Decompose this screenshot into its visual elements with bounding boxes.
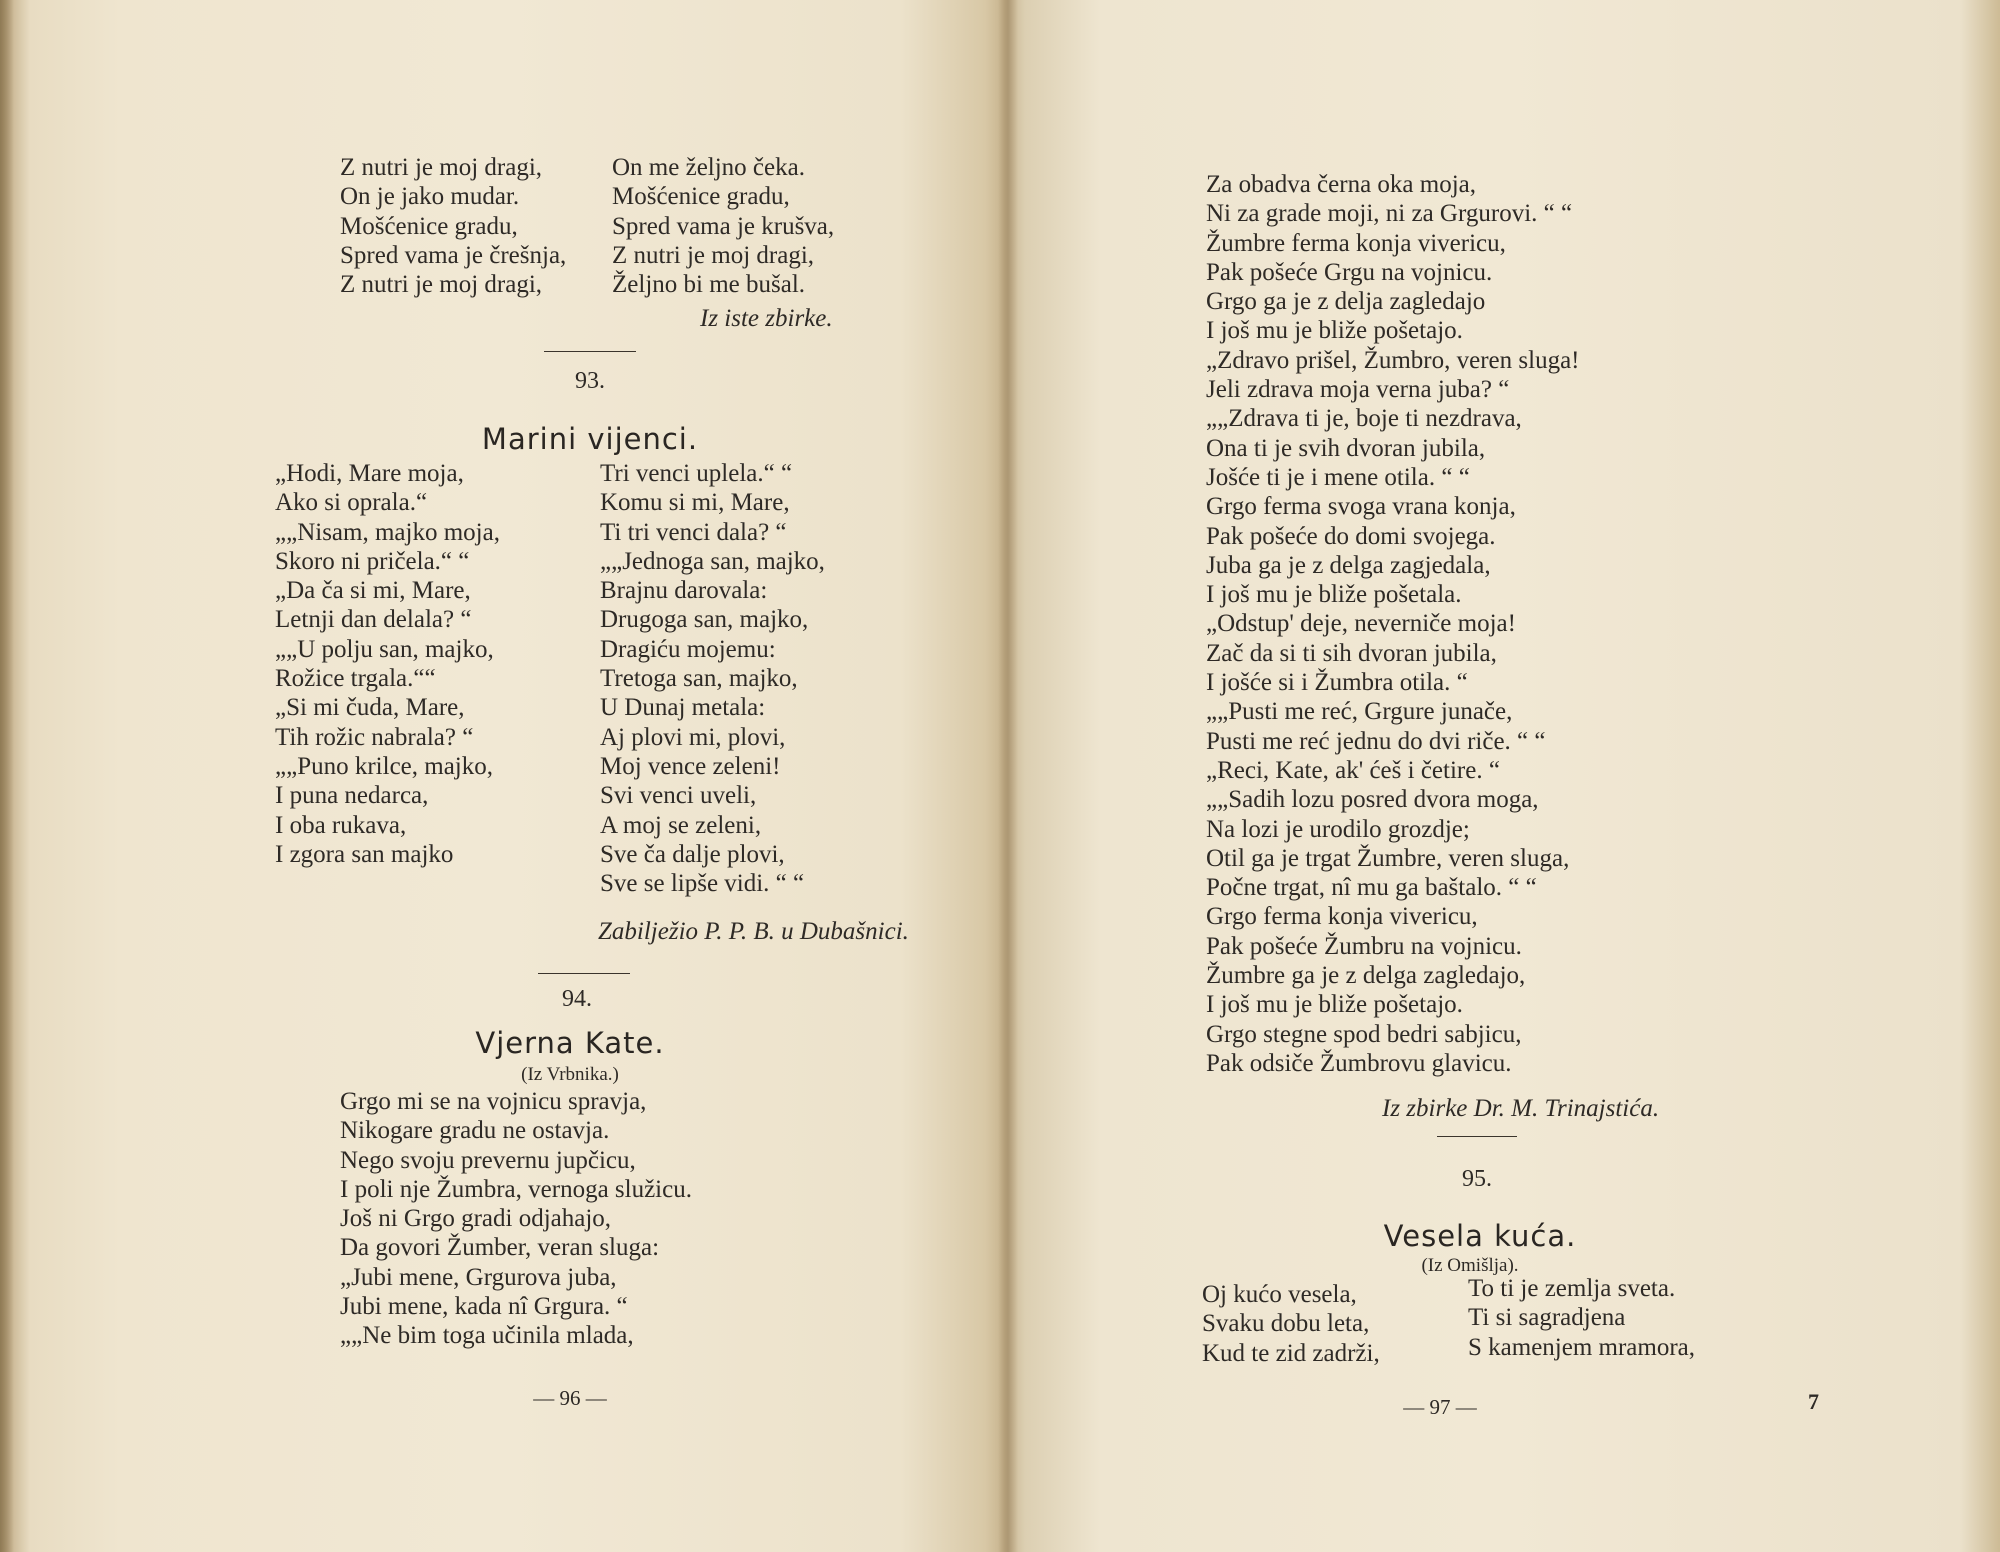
verse-line: On je jako mudar. bbox=[340, 183, 520, 211]
section-rule bbox=[544, 351, 636, 352]
verse-line: Još ni Grgo gradi odjahajo, bbox=[340, 1205, 612, 1233]
verse-line: S kamenjem mramora, bbox=[1468, 1333, 1696, 1361]
verse-line: I poli nje Žumbra, vernoga služicu. bbox=[340, 1175, 692, 1203]
poem93-col1 bbox=[275, 459, 500, 869]
top-poem-col2 bbox=[612, 153, 834, 299]
verse-line: Letnji dan delala? “ bbox=[275, 606, 472, 634]
section-rule bbox=[538, 973, 630, 974]
verse-line: Grgo ferma konja vivericu, bbox=[1206, 903, 1478, 931]
credit-line: Iz zbirke Dr. M. Trinajstića. bbox=[1382, 1095, 1660, 1122]
verse-line: Žumbre ferma konja vivericu, bbox=[1206, 229, 1506, 257]
verse-line: „Da ča si mi, Mare, bbox=[275, 577, 471, 605]
verse-line: Tih rožic nabrala? “ bbox=[275, 723, 474, 751]
verse-line: I još mu je bliže pošetajo. bbox=[1206, 317, 1463, 345]
signature-mark: 7 bbox=[1808, 1389, 1819, 1414]
verse-line: Pak pošeće Grgu na vojnicu. bbox=[1206, 258, 1493, 286]
verse-line: „Hodi, Mare moja, bbox=[275, 460, 464, 487]
verse-line: Moj vence zeleni! bbox=[600, 752, 781, 780]
verse-line: „„U polju san, majko, bbox=[275, 635, 494, 663]
verse-line: Oj kućo vesela, bbox=[1202, 1281, 1357, 1308]
verse-line: Nikogare gradu ne ostavja. bbox=[340, 1117, 610, 1145]
verse-line: Grgo ga je z delja zagledajo bbox=[1206, 288, 1486, 316]
poem-number: 93. bbox=[575, 368, 605, 394]
verse-line: I jošće si i Žumbra otila. “ bbox=[1206, 669, 1468, 697]
verse-line: Ako si oprala.“ bbox=[275, 489, 428, 517]
verse-line: Tri venci uplela.“ “ bbox=[600, 460, 793, 487]
credit-line: Iz iste zbirke. bbox=[700, 305, 833, 332]
verse-line: „„Puno krilce, majko, bbox=[275, 752, 493, 780]
verse-line: Drugoga san, majko, bbox=[600, 606, 809, 634]
verse-line: Za obadva černa oka moja, bbox=[1206, 171, 1477, 198]
poem-subtitle: (Iz Vrbnika.) bbox=[521, 1064, 619, 1085]
verse-line: „„Pusti me reć, Grgure junače, bbox=[1206, 698, 1513, 726]
verse-line: To ti je zemlja sveta. bbox=[1468, 1275, 1676, 1302]
verse-line: Svi venci uveli, bbox=[600, 782, 757, 810]
verse-line: Sve se lipše vidi. “ “ bbox=[600, 870, 805, 898]
verse-line: Grgo ferma svoga vrana konja, bbox=[1206, 493, 1516, 521]
verse-line: I još mu je bliže pošetajo. bbox=[1206, 991, 1463, 1019]
verse-line: On me željno čeka. bbox=[612, 154, 805, 181]
verse-line: Z nutri je moj dragi, bbox=[340, 271, 543, 299]
verse-line: „Odstup' deje, neverniče moja! bbox=[1206, 610, 1516, 638]
verse-line: Pak odsiče Žumbrovu glavicu. bbox=[1206, 1049, 1512, 1077]
verse-line: Jošće ti je i mene otila. “ “ bbox=[1206, 463, 1470, 491]
verse-line: Pusti me reć jednu do dvi riče. “ “ bbox=[1206, 727, 1546, 755]
verse-line: I zgora san majko bbox=[275, 840, 454, 868]
verse-line: U Dunaj metala: bbox=[600, 694, 766, 722]
verse-line: Rožice trgala.““ bbox=[275, 665, 436, 693]
verse-line: Pak pošeće Žumbru na vojnicu. bbox=[1206, 932, 1522, 960]
poem-title: Vjerna Kate. bbox=[475, 1026, 665, 1060]
verse-line: „„Jednoga san, majko, bbox=[600, 547, 825, 575]
verse-line: „Si mi čuda, Mare, bbox=[275, 694, 465, 722]
verse-line: Mošćenice gradu, bbox=[612, 183, 790, 211]
verse-line: Z nutri je moj dragi, bbox=[340, 154, 543, 181]
top-poem-col1 bbox=[340, 153, 566, 299]
credit-line: Zabilježio P. P. B. u Dubašnici. bbox=[598, 918, 909, 945]
poem95-col2 bbox=[1468, 1274, 1695, 1362]
verse-line: Kud te zid zadrži, bbox=[1202, 1339, 1380, 1367]
verse-line: Ni za grade moji, ni za Grgurovi. “ “ bbox=[1206, 200, 1573, 228]
poem95-col1 bbox=[1202, 1280, 1380, 1368]
verse-line: Grgo mi se na vojnicu spravja, bbox=[340, 1088, 647, 1115]
section-rule bbox=[1437, 1136, 1517, 1137]
verse-line: I puna nedarca, bbox=[275, 782, 429, 810]
verse-line: Nego svoju prevernu jupčicu, bbox=[340, 1146, 636, 1174]
page-number: — 97 — bbox=[1403, 1395, 1477, 1419]
verse-line: Grgo stegne spod bedri sabjicu, bbox=[1206, 1020, 1522, 1048]
verse-line: Ti tri venci dala? “ bbox=[600, 518, 787, 546]
verse-line: Jubi mene, kada nî Grgura. “ bbox=[340, 1293, 628, 1321]
page-number: — 96 — bbox=[533, 1386, 607, 1410]
verse-line: Juba ga je z delga zagjedala, bbox=[1206, 551, 1491, 579]
verse-line: A moj se zeleni, bbox=[600, 811, 762, 839]
verse-line: Spred vama je krušva, bbox=[612, 212, 835, 240]
verse-line: Mošćenice gradu, bbox=[340, 212, 518, 240]
verse-line: Ti si sagradjena bbox=[1468, 1304, 1626, 1332]
poem-number: 95. bbox=[1462, 1166, 1492, 1192]
verse-line: „„Ne bim toga učinila mlada, bbox=[340, 1322, 634, 1350]
poem94-lines bbox=[340, 1087, 692, 1351]
verse-line: Spred vama je črešnja, bbox=[340, 241, 567, 269]
verse-line: Otil ga je trgat Žumbre, veren sluga, bbox=[1206, 844, 1570, 872]
verse-line: Pak pošeće do domi svojega. bbox=[1206, 522, 1496, 550]
verse-line: „„Sadih lozu posred dvora moga, bbox=[1206, 786, 1539, 814]
verse-line: Skoro ni pričela.“ “ bbox=[275, 547, 470, 575]
verse-line: Z nutri je moj dragi, bbox=[612, 241, 815, 269]
verse-line: Počne trgat, nî mu ga baštalo. “ “ bbox=[1206, 874, 1537, 902]
verse-line: Zač da si ti sih dvoran jubila, bbox=[1206, 639, 1497, 667]
verse-line: Tretoga san, majko, bbox=[600, 665, 798, 693]
poem-subtitle: (Iz Omišlja). bbox=[1421, 1255, 1519, 1276]
verse-line: Svaku dobu leta, bbox=[1202, 1310, 1370, 1338]
poem-title: Marini vijenci. bbox=[481, 422, 699, 456]
poem94-continuation bbox=[1206, 170, 1580, 1078]
verse-line: Dragiću mojemu: bbox=[600, 635, 776, 663]
verse-line: Na lozi je urodilo grozdje; bbox=[1206, 815, 1470, 843]
verse-line: Sve ča dalje plovi, bbox=[600, 840, 785, 868]
verse-line: „„Nisam, majko moja, bbox=[275, 518, 500, 546]
verse-line: Jeli zdrava moja verna juba? “ bbox=[1206, 376, 1510, 404]
verse-line: Aj plovi mi, plovi, bbox=[600, 723, 786, 751]
verse-line: „Zdravo prišel, Žumbro, veren sluga! bbox=[1206, 346, 1580, 374]
verse-line: I još mu je bliže pošetala. bbox=[1206, 581, 1462, 609]
verse-line: „Reci, Kate, ak' ćeš i četire. “ bbox=[1206, 756, 1500, 784]
poem-title: Vesela kuća. bbox=[1383, 1219, 1577, 1253]
verse-line: Komu si mi, Mare, bbox=[600, 489, 790, 517]
verse-line: Željno bi me bušal. bbox=[612, 271, 806, 299]
verse-line: „Jubi mene, Grgurova juba, bbox=[340, 1263, 617, 1291]
verse-line: Žumbre ga je z delga zagledajo, bbox=[1206, 962, 1526, 990]
poem-number: 94. bbox=[562, 986, 592, 1012]
poem93-col2 bbox=[600, 459, 825, 898]
right-page bbox=[1010, 0, 2000, 1552]
verse-line: Brajnu darovala: bbox=[600, 577, 768, 605]
verse-line: „„Zdrava ti je, boje ti nezdrava, bbox=[1206, 405, 1522, 433]
verse-line: Ona ti je svih dvoran jubila, bbox=[1206, 434, 1486, 462]
verse-line: I oba rukava, bbox=[275, 811, 407, 839]
verse-line: Da govori Žumber, veran sluga: bbox=[340, 1234, 660, 1262]
